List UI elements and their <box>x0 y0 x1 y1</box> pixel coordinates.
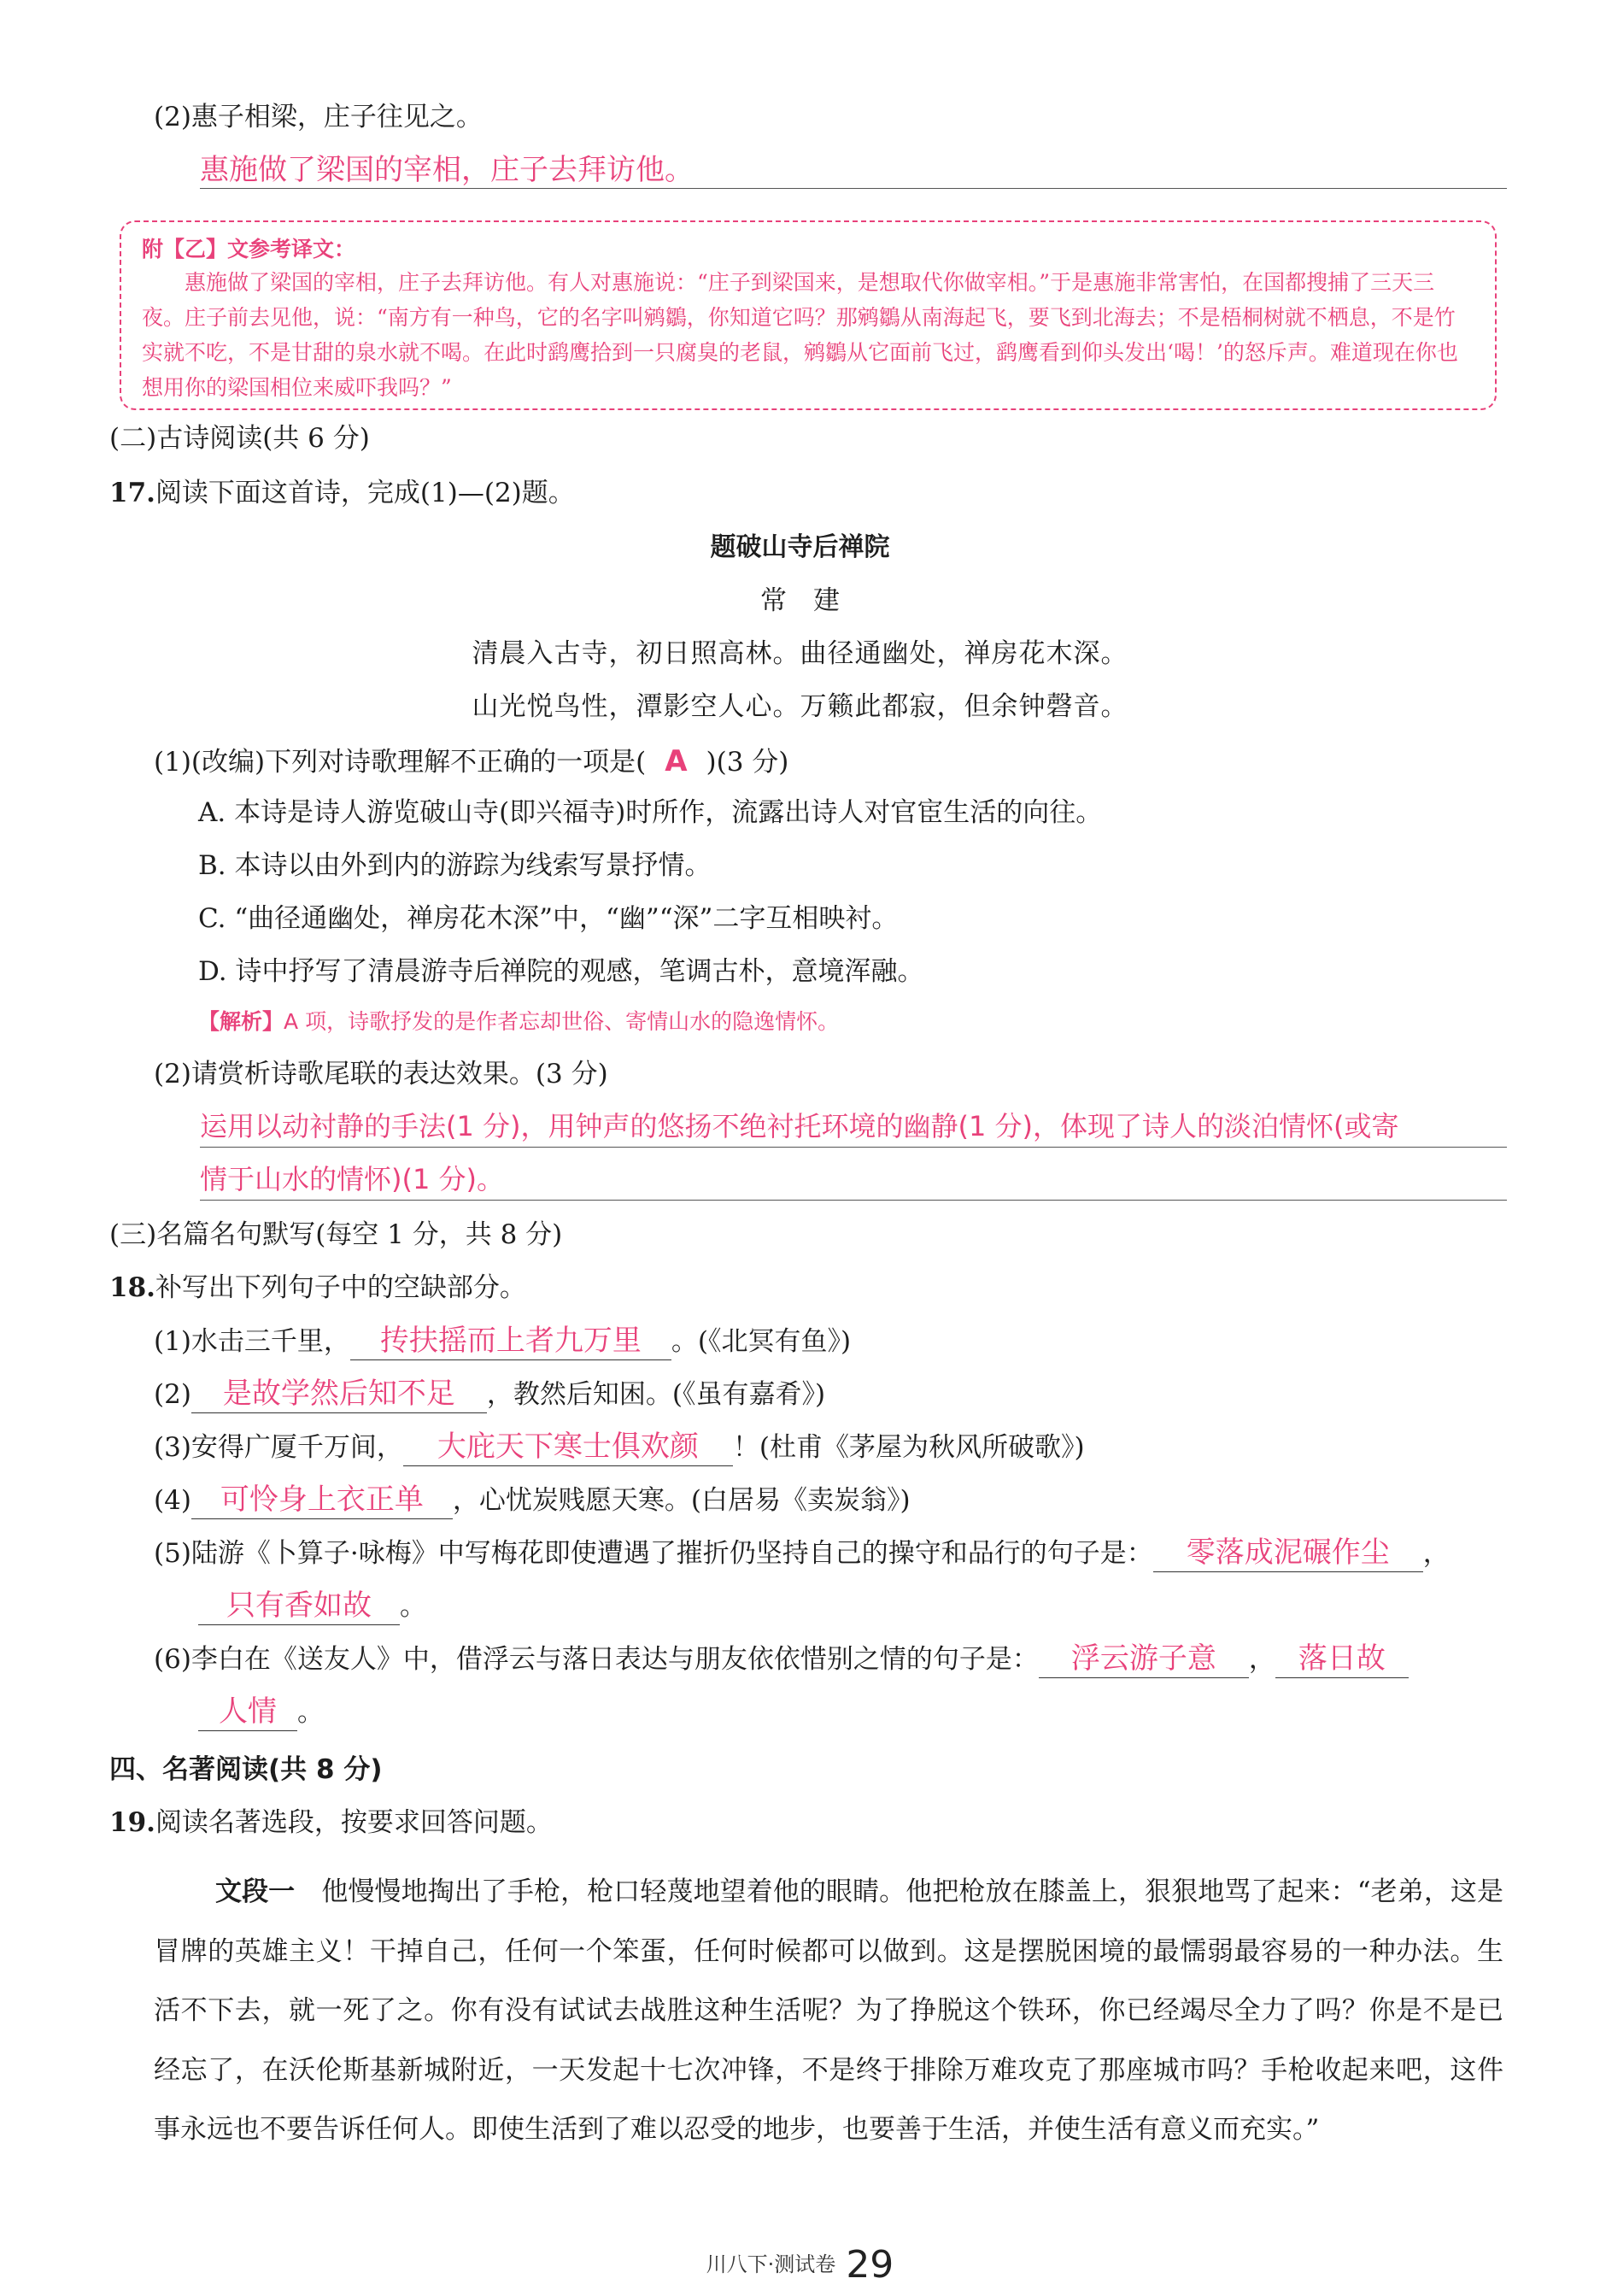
poem-author: 常 建 <box>760 585 840 616</box>
passage-text: 他慢慢地掏出了手枪，枪口轻蔑地望着他的眼睛。他把枪放在膝盖上，狠狠地骂了起来：“老弟，这是冒牌的英雄主义！干掉自己，任何一个笨蛋，任何时候都可以做到。这是摆脱困境的最懦弱最容易的一种办法。生活不下去，就一死了之。你有没有试试去战胜这种生活呢？为了挣脱这个铁环，你已经竭尽全力了吗？你是不是已经忘了，在沃伦斯基新城附近，一天发起十七次冲锋，不是终于排除万难攻克了那座城市吗？手枪收起来吧，这件事永远也不要告诉任何人。即使生活到了难以忍受的地步，也要善于生活，并使生活有意义而充实。” <box>154 1876 1504 2145</box>
q17-sub1-answer: A <box>665 744 688 778</box>
q17-sub1-pre: (1)(改编)下列对诗歌理解不正确的一项是( <box>154 747 647 778</box>
section-heading-classics <box>109 1752 383 1788</box>
poem-line-2: 山光悦鸟性，潭影空人心。万籁此都寂，但余钟磬音。 <box>472 691 1128 722</box>
section-heading-poetry: (二)古诗阅读(共 6 分) <box>109 423 370 454</box>
q17-sub1-post: )(3 分) <box>706 747 789 778</box>
analysis-label: 【解析】 <box>198 1009 284 1034</box>
item-suffix: 。 <box>400 1591 426 1622</box>
q18-item5-cont <box>198 1588 426 1625</box>
q18-item4 <box>154 1482 911 1519</box>
fill-blank: 抟扶摇而上者九万里 <box>350 1323 671 1360</box>
option-c: C. “曲径通幽处，禅房花木深”中，“幽”“深”二字互相映衬。 <box>198 903 899 934</box>
translation-box <box>120 220 1497 410</box>
q18-stem-text: 补写出下列句子中的空缺部分。 <box>155 1272 526 1303</box>
item-prefix: (6)李白在《送友人》中，借浮云与落日表达与朋友依依惜别之情的句子是： <box>154 1644 1039 1675</box>
section-heading-dictation: (三)名篇名句默写(每空 1 分，共 8 分) <box>109 1219 563 1250</box>
item-comma: ， <box>1422 1538 1450 1569</box>
item-suffix: ！(杜甫《茅屋为秋风所破歌》) <box>732 1432 1085 1463</box>
q16-item2-answer: 惠施做了梁国的宰相，庄子去拜访他。 <box>200 153 694 187</box>
item-suffix: ，教然后知困。(《虽有嘉肴》) <box>486 1379 826 1410</box>
q19-stem <box>109 1805 553 1841</box>
q19-stem-text: 阅读名著选段，按要求回答问题。 <box>155 1807 553 1838</box>
item-prefix: (2) <box>154 1379 191 1410</box>
q18-item6 <box>154 1641 1409 1678</box>
answer-line <box>200 1200 1507 1201</box>
item-prefix: (5)陆游《卜算子·咏梅》中写梅花即使遭遇了摧折仍坚持自己的操守和品行的句子是： <box>154 1538 1153 1569</box>
fill-blank: 零落成泥碾作尘 <box>1153 1535 1423 1572</box>
page-footer <box>0 2239 1600 2292</box>
item-suffix: ，心忧炭贱愿天寒。(白居易《卖炭翁》) <box>452 1485 911 1516</box>
q18-item3 <box>154 1429 1085 1466</box>
q17-sub1 <box>154 742 788 783</box>
q17-sub2-answer-line2: 情于山水的情怀)(1 分)。 <box>200 1163 504 1195</box>
option-d: D. 诗中抒写了清晨游寺后禅院的观感，笔调古朴，意境浑融。 <box>198 956 924 987</box>
q18-item2 <box>154 1376 825 1413</box>
fill-blank: 是故学然后知不足 <box>191 1376 487 1413</box>
page-number: 29 <box>846 2243 894 2287</box>
answer-line <box>200 188 1507 189</box>
fill-blank: 大庇天下寒士俱欢颜 <box>403 1429 733 1466</box>
poem-line-1: 清晨入古寺，初日照高林。曲径通幽处，禅房花木深。 <box>472 638 1128 669</box>
fill-blank: 落日故 <box>1275 1641 1409 1678</box>
passage-excerpt <box>154 1863 1503 2160</box>
item-prefix: (1)水击三千里， <box>154 1326 350 1357</box>
item-prefix: (4) <box>154 1485 191 1516</box>
item-comma: ， <box>1248 1644 1275 1675</box>
q18-item6-cont <box>198 1694 324 1731</box>
section-4-heading-text: 四、名著阅读(共 8 分) <box>109 1754 383 1785</box>
item-prefix: (3)安得广厦千万间， <box>154 1432 403 1463</box>
footer-label: 川八下·测试卷 <box>706 2252 836 2276</box>
q17-stem <box>109 475 575 512</box>
option-b: B. 本诗以由外到内的游踪为线索写景抒情。 <box>198 850 712 881</box>
q18-item1 <box>154 1323 851 1360</box>
question-number: 19. <box>109 1807 155 1838</box>
answer-line <box>200 1147 1507 1148</box>
fill-blank: 可怜身上衣正单 <box>191 1482 453 1519</box>
poem-title: 题破山寺后禅院 <box>710 532 890 562</box>
q17-sub2-question: (2)请赏析诗歌尾联的表达效果。(3 分) <box>154 1059 608 1089</box>
fill-blank: 浮云游子意 <box>1039 1641 1249 1678</box>
q17-analysis <box>198 1007 839 1036</box>
q18-item5 <box>154 1535 1450 1572</box>
fill-blank: 只有香如故 <box>198 1588 400 1625</box>
item-suffix: 。 <box>297 1697 324 1728</box>
analysis-text: A 项，诗歌抒发的是作者忘却世俗、寄情山水的隐逸情怀。 <box>284 1009 840 1034</box>
q16-item2-question: (2)惠子相梁，庄子往见之。 <box>154 102 483 132</box>
translation-title: 附【乙】文参考译文： <box>142 237 356 261</box>
translation-body: 惠施做了梁国的宰相，庄子去拜访他。有人对惠施说：“庄子到梁国来，是想取代你做宰相。”于是惠施非常害怕，在国都搜捕了三天三夜。庄子前去见他，说：“南方有一种鸟，它的名字叫鹓鶵，你知道它吗？那鹓鶵从南海起飞，要飞到北海去；不是梧桐树就不栖息，不是竹实就不吃，不是甘甜的泉水就不喝。在此时鹞鹰拾到一只腐臭的老鼠，鹓鶵从它面前飞过，鹞鹰看到仰头发出‘喝！’的怒斥声。难道现在你也想用你的梁国相位来威吓我吗？” <box>142 270 1458 400</box>
option-a: A. 本诗是诗人游览破山寺(即兴福寺)时所作，流露出诗人对官宦生活的向往。 <box>198 797 1103 828</box>
q18-stem <box>109 1270 526 1307</box>
question-number: 18. <box>109 1272 155 1303</box>
question-number: 17. <box>109 478 155 508</box>
item-suffix: 。(《北冥有鱼》) <box>671 1326 852 1357</box>
fill-blank: 人情 <box>198 1694 297 1731</box>
q17-stem-text: 阅读下面这首诗，完成(1)—(2)题。 <box>155 478 575 508</box>
q17-sub2-answer-line1: 运用以动衬静的手法(1 分)，用钟声的悠扬不绝衬托环境的幽静(1 分)，体现了诗人的淡泊情怀(或寄 <box>200 1110 1399 1142</box>
passage-label: 文段一 <box>215 1876 296 1907</box>
